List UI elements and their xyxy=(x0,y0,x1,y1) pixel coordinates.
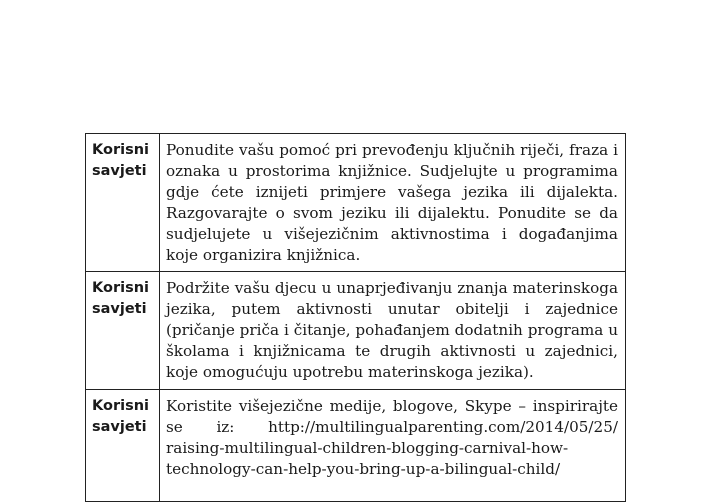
tip-label-line2: savjeti xyxy=(92,419,147,435)
tip-label-cell xyxy=(86,272,160,390)
tip-row xyxy=(86,134,626,272)
tip-label-cell xyxy=(86,134,160,272)
tip-text: Koristite višejezične medije, blogove, Skype – inspirirajte se iz: http://multilingualparenting.com/2014/05/25/​raising-multilingual-children-blogging-carnival-how-​technology-can-help-you-bring-up-a-bilingual-child/ xyxy=(160,390,626,502)
tips-table xyxy=(85,133,626,502)
tip-row xyxy=(86,390,626,502)
tip-label-line2: savjeti xyxy=(92,163,147,179)
tip-label-line1: Korisni xyxy=(92,280,149,296)
tip-label-line2: savjeti xyxy=(92,301,147,317)
tip-text: Podržite vašu djecu u unaprjeđivanju znanja materinskoga jezika, putem aktivnosti unutar obitelji i zajednice (pričanje priča i čitanje, pohađanjem dodatnih programa u školama i knjižnicama te drugih aktivnosti u zajednici, koje omogućuju upotrebu materinskoga jezika). xyxy=(160,272,626,390)
tip-label-line1: Korisni xyxy=(92,398,149,414)
tip-label-cell xyxy=(86,390,160,502)
tip-row xyxy=(86,272,626,390)
tip-label-line1: Korisni xyxy=(92,142,149,158)
tip-text: Ponudite vašu pomoć pri prevođenju ključnih riječi, fraza i oznaka u prostorima knjižnice. Sudjelujte u programima gdje ćete iznijeti primjere vašega jezika ili dijalekta. Razgovarajte o svom jeziku ili dijalektu. Ponudite se da sudjelujete u višejezičnim aktivnostima i događanjima koje organizira knjižnica. xyxy=(160,134,626,272)
